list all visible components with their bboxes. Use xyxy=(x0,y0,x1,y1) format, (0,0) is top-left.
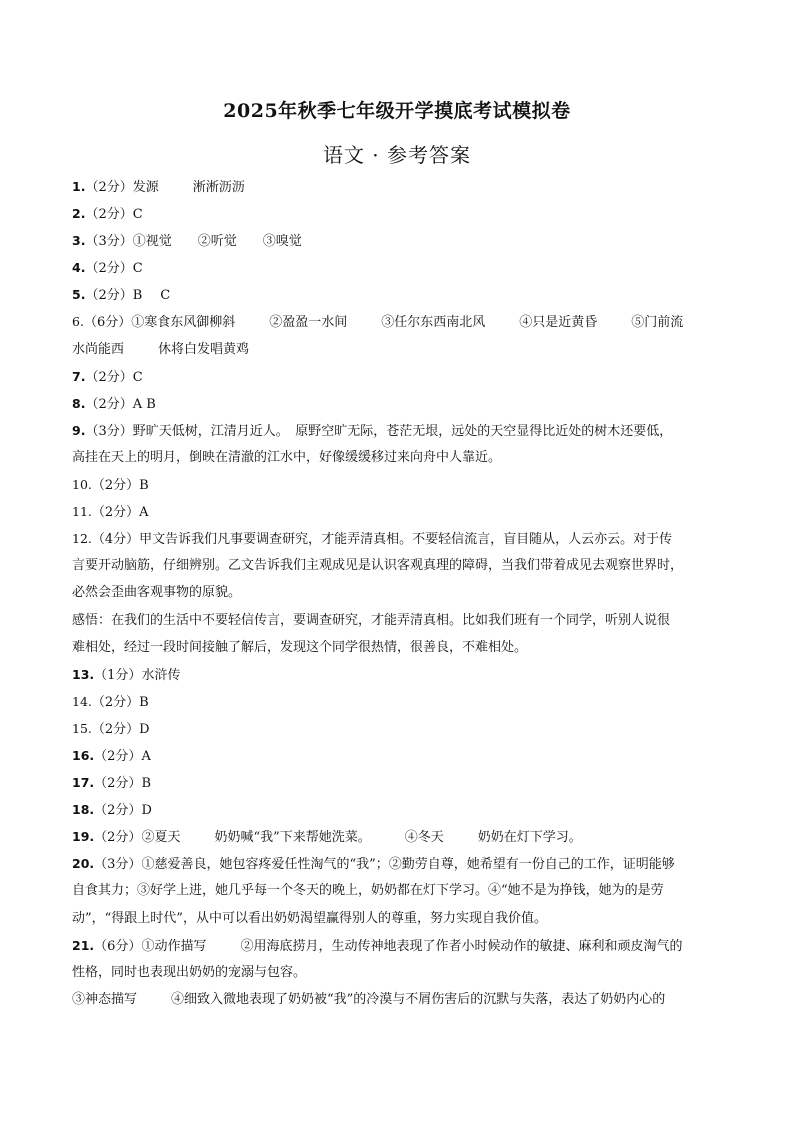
answer-text: 动”，“得跟上时代”，从中可以看出奶奶渴望赢得别人的尊重，努力实现自我价值。 xyxy=(72,910,547,926)
question-points: （3分） xyxy=(94,857,142,873)
answer-21 xyxy=(72,936,732,963)
question-number: 13. xyxy=(72,666,95,682)
answer-14 xyxy=(72,692,732,719)
answer-text: D xyxy=(141,803,152,819)
question-number: 3. xyxy=(72,233,86,249)
answer-16 xyxy=(72,746,732,773)
question-points: （2分） xyxy=(94,776,142,792)
question-number: 16. xyxy=(72,747,95,763)
question-points: （2分） xyxy=(85,288,133,304)
answer-text: ③任尔东西南北风 xyxy=(381,315,486,331)
answer-text: 甲文告诉我们凡事要调查研究，才能弄清真相。不要轻信流言，盲目随从，人云亦云。对于传 xyxy=(139,532,673,548)
answer-text: 言要开动脑筋，仔细辨别。乙文告诉我们主观成见是认识客观真理的障碍，当我们带着成见去观察世界时， xyxy=(72,558,684,574)
answer-text: D xyxy=(139,721,150,737)
answer-text: ②盈盈一水间 xyxy=(269,315,348,331)
answer-text: 发源 xyxy=(132,180,159,195)
question-points: （2分） xyxy=(91,505,140,521)
question-number: 8. xyxy=(72,395,86,411)
answer-text: 高挂在天上的明月，倒映在清澈的江水中，好像缓缓移过来向舟中人靠近。 xyxy=(72,449,502,465)
answer-20 xyxy=(72,854,732,881)
question-number: 21. xyxy=(72,937,95,953)
page-title: 2025年秋季七年级开学摸底考试模拟卷 xyxy=(223,100,571,122)
answer-text: 野旷天低树，江清月近人。 原野空旷无际，苍茫无垠，远处的天空显得比近处的树木还要低， xyxy=(132,423,673,439)
answer-12 xyxy=(72,529,732,556)
answer-text: B xyxy=(141,776,151,792)
question-number: 6. xyxy=(72,314,84,330)
answer-9 xyxy=(72,421,732,448)
answer-text: 奶奶喊“我”下来帮她洗菜。 xyxy=(214,830,371,846)
answer-1 xyxy=(72,177,732,204)
question-points: （2分） xyxy=(85,180,133,195)
question-points: （2分） xyxy=(91,694,140,710)
answer-text: ①慈爱善良，她包容疼爱任性淘气的“我”；②勤劳自尊，她希望有一份自己的工作，证明能够 xyxy=(141,857,675,873)
answer-text: ③神态描写 xyxy=(72,991,138,1007)
answer-text: ⑤门前流 xyxy=(631,315,684,331)
answer-20-cont xyxy=(72,881,732,908)
question-number: 11. xyxy=(72,504,92,520)
answer-6 xyxy=(72,312,732,339)
answer-12-cont xyxy=(72,556,732,583)
question-points: （2分） xyxy=(85,369,133,385)
answer-13 xyxy=(72,665,732,692)
question-points: （2分） xyxy=(85,207,133,223)
question-number: 12. xyxy=(72,531,92,547)
question-points: （2分） xyxy=(94,803,142,819)
answer-text: 水尚能西 xyxy=(72,341,125,357)
answer-5 xyxy=(72,285,732,312)
question-points: （2分） xyxy=(94,748,142,764)
answer-text: A xyxy=(141,748,151,764)
answer-text: ②听觉 xyxy=(197,234,237,250)
answer-text: A B xyxy=(132,396,156,412)
answer-12-cont xyxy=(72,638,732,665)
answer-text: 难相处，经过一段时间接触了解后，发现这个同学很热情，很善良，不难相处。 xyxy=(72,639,528,655)
answer-2 xyxy=(72,204,732,231)
question-number: 5. xyxy=(72,287,86,303)
answer-text: ②夏天 xyxy=(141,830,181,846)
answer-text: ④细致入微地表现了奶奶被“我”的冷漠与不屑伤害后的沉默与失落，表达了奶奶内心的 xyxy=(171,991,666,1007)
answer-3 xyxy=(72,231,732,258)
answer-text: B xyxy=(139,694,149,710)
question-number: 9. xyxy=(72,422,86,438)
answer-10 xyxy=(72,475,732,502)
question-number: 1. xyxy=(72,179,86,194)
answer-18 xyxy=(72,800,732,827)
answer-20-cont xyxy=(72,909,732,936)
question-points: （2分） xyxy=(91,478,140,494)
answer-text: 休将白发唱黄鸡 xyxy=(158,341,250,357)
answer-4 xyxy=(72,258,732,285)
answer-8 xyxy=(72,394,732,421)
answer-text: 必然会歪曲客观事物的原貌。 xyxy=(72,585,242,601)
question-points: （2分） xyxy=(91,721,140,737)
answer-text: ①视觉 xyxy=(132,234,172,250)
answer-21-cont xyxy=(72,963,732,990)
question-points: （2分） xyxy=(85,396,133,412)
question-number: 20. xyxy=(72,856,95,872)
answer-text: ③嗅觉 xyxy=(262,234,302,250)
answer-21-cont xyxy=(72,990,732,1017)
question-number: 15. xyxy=(72,720,92,736)
answer-text: A xyxy=(139,505,149,521)
question-points: （1分） xyxy=(94,667,142,683)
answer-text: 水浒传 xyxy=(141,667,181,683)
question-points: （6分） xyxy=(94,938,142,954)
answer-15 xyxy=(72,719,732,746)
answer-9-cont xyxy=(72,448,732,475)
question-points: （2分） xyxy=(85,261,133,277)
question-points: （6分） xyxy=(83,315,132,331)
answer-text: 性格，同时也表现出奶奶的宠溺与包容。 xyxy=(72,964,307,980)
question-number: 4. xyxy=(72,260,86,276)
answer-text: ①动作描写 xyxy=(141,938,207,954)
answer-text: B xyxy=(139,478,149,494)
answer-text: ②用海底捞月，生动传神地表现了作者小时候动作的敏捷、麻利和顽皮淘气的 xyxy=(240,938,683,954)
answer-text: 感悟：在我们的生活中不要轻信传言，要调查研究，才能弄清真相。比如我们班有一个同学，听别人说很 xyxy=(72,612,671,628)
question-points: （3分） xyxy=(85,423,133,439)
answer-7 xyxy=(72,367,732,394)
question-number: 10. xyxy=(72,477,92,493)
answer-12-cont xyxy=(72,611,732,638)
answer-text: C xyxy=(132,207,143,223)
answer-text: ④只是近黄昏 xyxy=(519,315,598,331)
answer-text: C xyxy=(132,261,143,277)
question-number: 17. xyxy=(72,775,95,791)
answer-text: ④冬天 xyxy=(404,830,444,846)
answer-text: 奶奶在灯下学习。 xyxy=(477,830,582,846)
question-number: 18. xyxy=(72,802,95,818)
answer-6-cont xyxy=(72,340,732,367)
question-number: 2. xyxy=(72,206,86,222)
answer-text: 淅淅沥沥 xyxy=(192,180,245,195)
answer-list xyxy=(72,177,732,1017)
answer-12-cont xyxy=(72,583,732,610)
page-subtitle: 语文 · 参考答案 xyxy=(322,143,472,167)
answer-text: C xyxy=(160,288,171,304)
answer-19 xyxy=(72,827,732,854)
answer-11 xyxy=(72,502,732,529)
question-number: 14. xyxy=(72,693,92,709)
answer-text: ①寒食东风御柳斜 xyxy=(131,315,236,331)
answer-text: B xyxy=(132,288,143,304)
answer-17 xyxy=(72,773,732,800)
answer-text: 自食其力；③好学上进，她几乎每一个冬天的晚上，奶奶都在灯下学习。④“她不是为挣钱，她为的是劳 xyxy=(72,883,664,899)
question-points: （2分） xyxy=(94,830,142,846)
question-number: 19. xyxy=(72,829,95,845)
question-points: （4分） xyxy=(91,532,140,548)
question-points: （3分） xyxy=(85,234,133,250)
question-number: 7. xyxy=(72,368,86,384)
answer-text: C xyxy=(132,369,143,385)
